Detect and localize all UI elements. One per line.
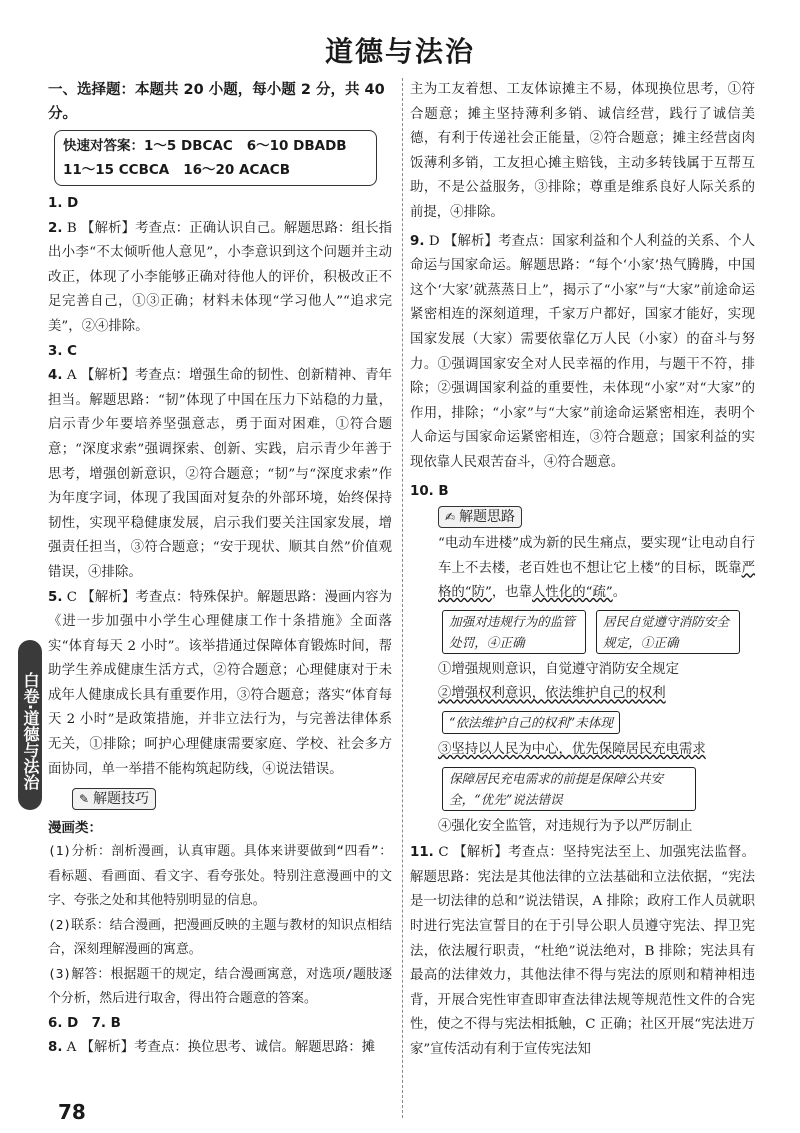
tip-paragraph: (2)联系：结合漫画，把漫画反映的主题与教材的知识点相结合，深刻理解漫画的寓意。 [48,917,392,958]
q10-intro: “电动车进楼”成为新的民生痛点，要实现“让电动自行车上不去楼，老百姓也不想让它上楼”的目标，既靠严格的“防”，也靠人性化的“疏”。 [438,536,755,601]
left-column [48,78,392,1061]
answer-range: 1～5 DBCAC [144,138,233,154]
answer-item-1: 1. D [48,196,79,211]
tips-heading: 漫画类： [48,820,102,837]
pencil-icon: ✍ [445,510,456,525]
quick-answers-box [54,130,377,186]
answer-item-3: 3. C [48,343,77,359]
page-title: 道德与法治 [324,35,475,68]
tip-paragraph: (1)分析：剖析漫画，认真审题。具体来讲要做到“四看”：看标题、看画面、看文字、看夸张处。特别注意漫画中的文字、夸张之处和其他特别明显的信息。 [48,844,392,909]
answer-item-6-7: 6. D 7. B [48,1015,121,1031]
handwritten-note: 居民自觉遵守消防安全规定，①正确 [596,610,740,654]
answer-range: 11～15 CCBCA [63,162,170,178]
solution-tag: ✍ 解题思路 [438,506,522,528]
q10-option-4: ④强化安全监管，对违规行为予以严厉制止 [438,818,693,834]
handwritten-note: 加强对违规行为的监管处罚，④正确 [442,610,586,654]
answer-item-8-continued: 主为工友着想、工友体谅摊主不易，体现换位思考，①符合题意；摊主坚持薄利多销、诚信经营，践行了诚信美德，有利于传递社会正能量，②符合题意；摊主经营卤肉饭薄利多销，工友担心摊主赔钱，主动多转钱属于互帮互助，不是公益服务，③排除；尊重是维系良好人际关系的前提，④排除。 [410,82,755,220]
handwritten-note: “依法维护自己的权利”未体现 [442,711,620,734]
tips-tag: ✎ 解题技巧 [72,788,156,810]
q10-option-3: ③坚持以人民为中心，优先保障居民充电需求 [438,742,706,758]
answer-range: 6～10 DBADB [246,138,347,154]
tip-paragraph: (3)解答：根据题干的规定，结合漫画寓意，对选项/题肢逐个分析，然后进行取舍，得出符合题意的答案。 [48,966,392,1007]
q10-option-1: ①增强规则意识，自觉遵守消防安全规定 [438,661,680,677]
sidebar-label: 白卷·道德与法治 [18,640,42,810]
section-heading: 一、选择题：本题共 20 小题，每小题 2 分，共 40 分。 [48,82,385,122]
answer-item-8: 8. A 【解析】考查点：换位思考、诚信。解题思路：摊 [48,1040,376,1056]
right-column [410,78,755,1063]
handwritten-note: 保障居民充电需求的前提是保障公共安全，“优先”说法错误 [442,767,696,811]
page-number: 78 [58,1100,86,1124]
answer-range: 16～20 ACACB [183,162,291,178]
wrench-icon: ✎ [79,792,90,807]
quick-answers-label: 快速对答案： [63,138,144,154]
answer-item-5: 5. C 【解析】考查点：特殊保护。解题思路：漫画内容为《进一步加强中小学生心理健康工作十条措施》全面落实“体育每天 2 小时”。该举措通过保障体育锻炼时间，帮助学生养成健康生活方式，②符合题意；心理健康对于未成年人健康成长具有重要作用，③符合题意；落实“体育每天 2 小时”是政策措施，并非立法行为，与完善法律体系无关，①排除；呵护心理健康需要家庭、学校、社会多方面协同，单一举措不能构筑起防线，④说法错误。 [48,589,392,777]
answer-item-11: 11. C 【解析】考查点：坚持宪法至上、加强宪法监督。解题思路：宪法是其他法律的立法基础和立法依据，“宪法是一切法律的总和”说法错误，A 排除；政府工作人员就职时进行宪法宣誓目的在于引导公职人员遵守宪法、捍卫宪法，依法履行职责，“杜绝”说法绝对，B 排除；宪法具有最高的法律效力，其他法律不得与宪法的原则和精神相违背，开展合宪性审查即审查法律法规等规范性文件的合宪性，使之不得与宪法相抵触，C 正确；社区开展“宪法进万家”宣传活动有利于宣传宪法知 [410,845,755,1057]
answer-item-2: 2. B 【解析】考查点：正确认识自己。解题思路：组长指出小李“不太倾听他人意见”，小李意识到这个问题并主动改正，体现了小李能够正确对待他人的评价，积极改正不足完善自己，①③正确；材料未体现“学习他人”“追求完美”，②④排除。 [48,220,392,334]
q10-option-2: ②增强权利意识，依法维护自己的权利 [438,686,666,702]
column-divider [402,78,403,1118]
answer-item-9: 9. D 【解析】考查点：国家利益和个人利益的关系、个人命运与国家命运。解题思路：“每个‘小家’热气腾腾，中国这个‘大家’就蒸蒸日上”，揭示了“小家”与“大家”前途命运紧密相连的深刻道理，千家万户都好，国家才能好，实现国家发展（大家）需要依靠亿万人民（小家）的奋斗与努力。①强调国家安全对人民幸福的作用，与题干不符，排除；②强调国家利益的重要性，未体现“小家”对“大家”的作用，排除；“小家”与“大家”前途命运紧密相连，表明个人命运与国家命运紧密相连，③符合题意；国家利益的实现依靠人民艰苦奋斗，④符合题意。 [410,233,755,470]
answer-item-4: 4. A 【解析】考查点：增强生命的韧性、创新精神、青年担当。解题思路：“韧”体现了中国在压力下站稳的力量，启示青少年要培养坚强意志，勇于面对困难，①符合题意；“深度求索”强调探索、创新、实践，启示青少年善于思考，增强创新意识，②符合题意；“韧”与“深度求索”作为年度字词，体现了我国面对复杂的外部环境，始终保持韧性，实现平稳健康发展，启示我们要关注国家发展，增强责任担当，③符合题意；“安于现状、顺其自然”价值观错误，④排除。 [48,368,392,580]
answer-item-10: 10. B [410,483,449,499]
